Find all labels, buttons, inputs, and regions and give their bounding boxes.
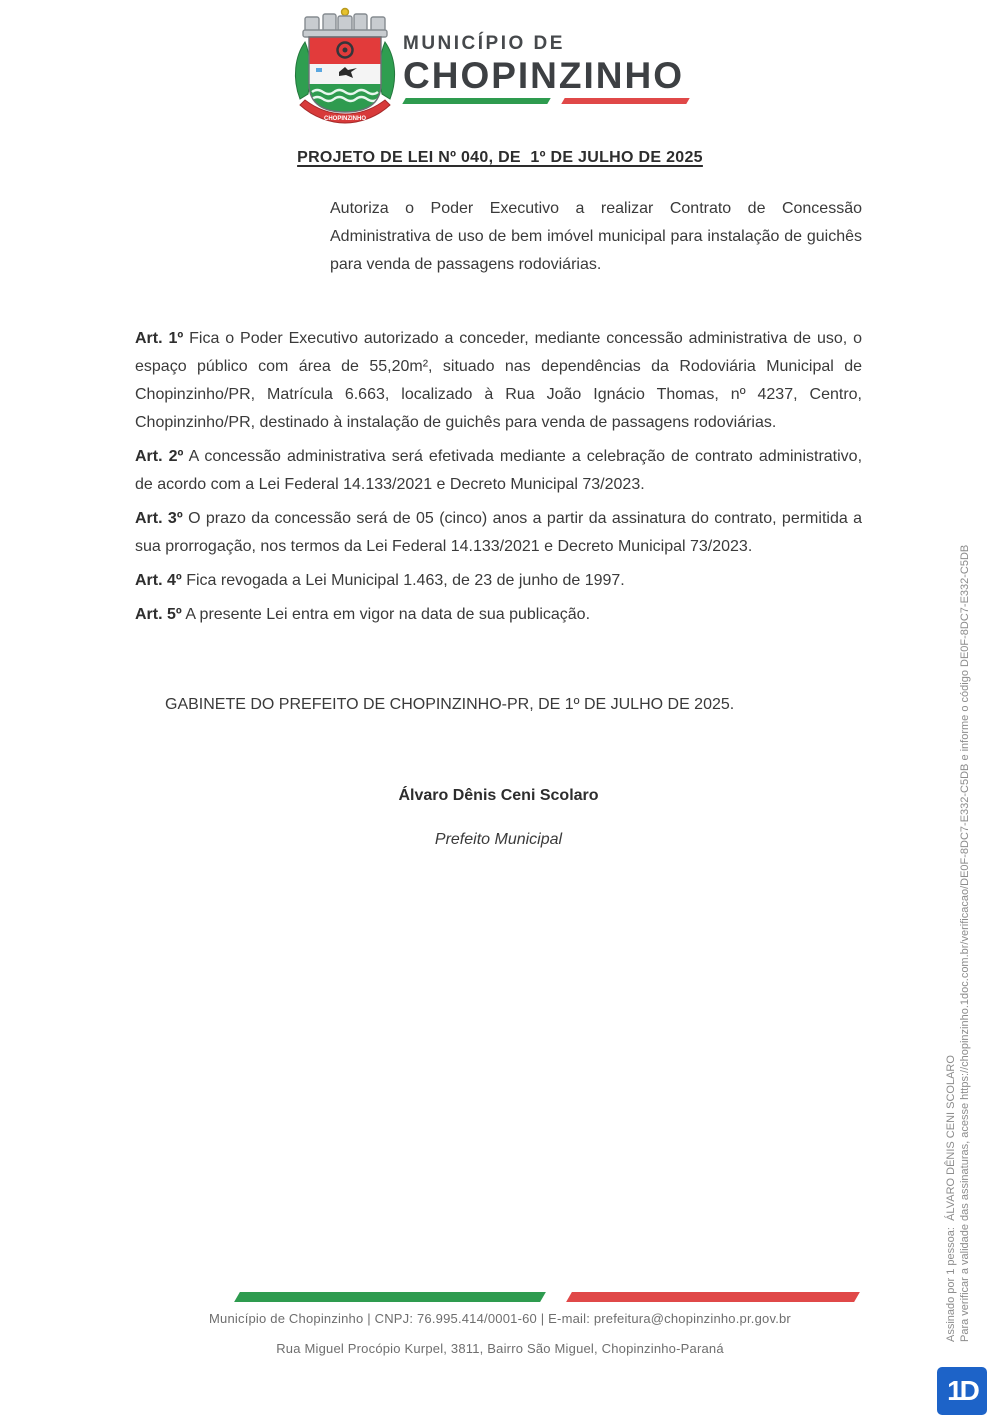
article-5-label: Art. 5º <box>135 606 182 623</box>
wordmark-main-label: CHOPINZINHO <box>403 55 684 96</box>
article-1-label: Art. 1º <box>135 330 184 347</box>
article-5 <box>135 601 862 629</box>
article-4 <box>135 567 862 595</box>
wordmark-top-label: MUNICÍPIO DE <box>403 33 565 54</box>
signatory-role: Prefeito Municipal <box>434 831 563 848</box>
closing-line: GABINETE DO PREFEITO DE CHOPINZINHO-PR, DE 1º DE JULHO DE 2025. <box>165 696 735 713</box>
footer-stripe-green <box>234 1292 546 1302</box>
article-5-text: A presente Lei entra em vigor na data de sua publicação. <box>185 606 591 623</box>
signature-strip-verification: Para verificar a validade das assinaturas, acesse https://chopinzinho.1doc.com.br/verificacao/DE0F-8DC7-E332-C5DB e informe o código DE0F-8DC7-E332-C5DB <box>959 544 971 1342</box>
document-body <box>135 195 862 870</box>
article-3-label: Art. 3º <box>135 510 183 527</box>
header-stripe-red <box>561 98 689 104</box>
header-stripe-green <box>402 98 550 104</box>
document-title: PROJETO DE LEI Nº 040, DE 1º DE JULHO DE 2025 <box>297 149 703 166</box>
footer-stripe-red <box>566 1292 860 1302</box>
municipal-coat-of-arms-icon <box>292 6 398 128</box>
footer-contact-line: Município de Chopinzinho | CNPJ: 76.995.414/0001-60 | E-mail: prefeitura@chopinzinho.pr.gov.br <box>209 1311 791 1326</box>
onedoc-logo-glyph: 1D <box>947 1375 977 1406</box>
article-1-text: Fica o Poder Executivo autorizado a conceder, mediante concessão administrativa de uso, o espaço público com área de 55,20m², situado nas dependências da Rodoviária Municipal de Chopinzinho/PR, Matrícula 6.663, localizado à Rua João Ignácio Thomas, nº 4237, Centro, Chopinzinho/PR, destinado à instalação de guichês para venda de passagens rodoviárias. <box>135 330 863 431</box>
article-3 <box>135 505 862 561</box>
article-3-text: O prazo da concessão será de 05 (cinco) anos a partir da assinatura do contrato, permitida a sua prorrogação, nos termos da Lei Federal 14.133/2021 e Decreto Municipal 73/2023. <box>135 510 863 555</box>
article-2 <box>135 443 862 499</box>
digital-signature-strip <box>944 412 974 1342</box>
article-4-label: Art. 4º <box>135 572 182 589</box>
signature-strip-signers: Assinado por 1 pessoa: ÁLVARO DÊNIS CENI SCOLARO <box>945 1055 957 1342</box>
footer-address-line: Rua Miguel Procópio Kurpel, 3811, Bairro São Miguel, Chopinzinho-Paraná <box>276 1341 724 1356</box>
ementa-paragraph: Autoriza o Poder Executivo a realizar Contrato de Concessão Administrativa de uso de bem imóvel municipal para instalação de guichês para venda de passagens rodoviárias. <box>330 200 862 273</box>
crest-ribbon-text: CHOPINZINHO <box>324 116 366 122</box>
signatory-name: Álvaro Dênis Ceni Scolaro <box>398 787 599 804</box>
article-2-text: A concessão administrativa será efetivada mediante a celebração de contrato administrativo, de acordo com a Lei Federal 14.133/2021 e Decreto Municipal 73/2023. <box>135 448 863 493</box>
article-4-text: Fica revogada a Lei Municipal 1.463, de 23 de junho de 1997. <box>186 572 625 589</box>
onedoc-logo-icon <box>937 1367 987 1415</box>
article-1 <box>135 325 862 437</box>
article-2-label: Art. 2º <box>135 448 184 465</box>
municipality-wordmark <box>403 33 684 97</box>
